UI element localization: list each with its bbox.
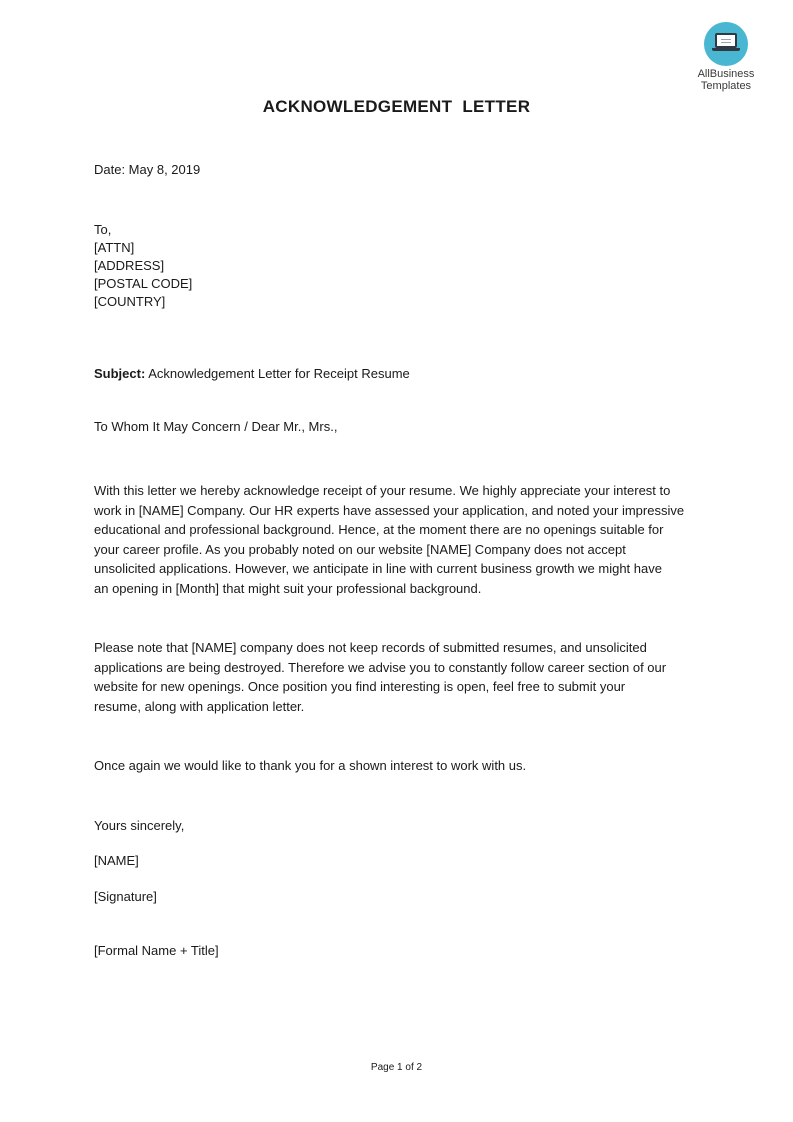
paragraph-2-line: website for new openings. Once position you find interesting is open, feel free to submit your — [94, 679, 626, 694]
letter-date: Date: May 8, 2019 — [94, 162, 201, 177]
closing: Yours sincerely, — [94, 818, 185, 833]
paragraph-2-line: resume, along with application letter. — [94, 698, 305, 714]
allbusiness-templates-logo — [688, 22, 764, 92]
paragraph-2-line: Please note that [NAME] company does not keep records of submitted resumes, and unsolicited — [94, 640, 647, 655]
page-number: Page 1 of 2 — [370, 1062, 423, 1073]
recipient-attn: [ATTN] — [94, 240, 135, 255]
body-paragraph-2 — [94, 638, 704, 716]
subject-text: Acknowledgement Letter for Receipt Resume — [145, 366, 410, 381]
recipient-postal-code: [POSTAL CODE] — [94, 276, 193, 291]
paragraph-1-line: educational and professional background. Hence, at the moment there are no openings suitable for — [94, 522, 664, 537]
paragraph-2-line: applications are being destroyed. Therefore we advise you to constantly follow career section of our — [94, 659, 667, 675]
body-paragraph-1 — [94, 481, 704, 598]
paragraph-1-line: With this letter we hereby acknowledge receipt of your resume. We highly appreciate your interest to — [94, 483, 671, 498]
subject-line — [94, 364, 410, 384]
sender-name: [NAME] — [94, 853, 139, 868]
logo-line-2: Templates — [700, 80, 752, 92]
salutation: To Whom It May Concern / Dear Mr., Mrs., — [94, 419, 338, 434]
recipient-country: [COUNTRY] — [94, 294, 166, 309]
letter-title: ACKNOWLEDGEMENT LETTER — [262, 97, 531, 116]
laptop-icon — [704, 22, 748, 66]
paragraph-1-line: work in [NAME] Company. Our HR experts have assessed your application, and noted your impressive — [94, 502, 685, 518]
signature: [Signature] — [94, 889, 157, 904]
logo-line-1: AllBusiness — [697, 68, 755, 80]
paragraph-1-line: your career profile. As you probably noted on our website [NAME] Company does not accept — [94, 541, 626, 557]
recipient-address: [ADDRESS] — [94, 258, 165, 273]
paragraph-1-line: an opening in [Month] that might suit your professional background. — [94, 580, 482, 596]
formal-name-title: [Formal Name + Title] — [94, 943, 219, 958]
body-paragraph-3: Once again we would like to thank you for a shown interest to work with us. — [94, 758, 527, 773]
subject-label: Subject: — [94, 366, 146, 381]
paragraph-1-line: unsolicited applications. However, we anticipate in line with current business growth we might have — [94, 561, 662, 576]
logo-text — [688, 68, 764, 92]
recipient-to: To, — [94, 222, 112, 237]
